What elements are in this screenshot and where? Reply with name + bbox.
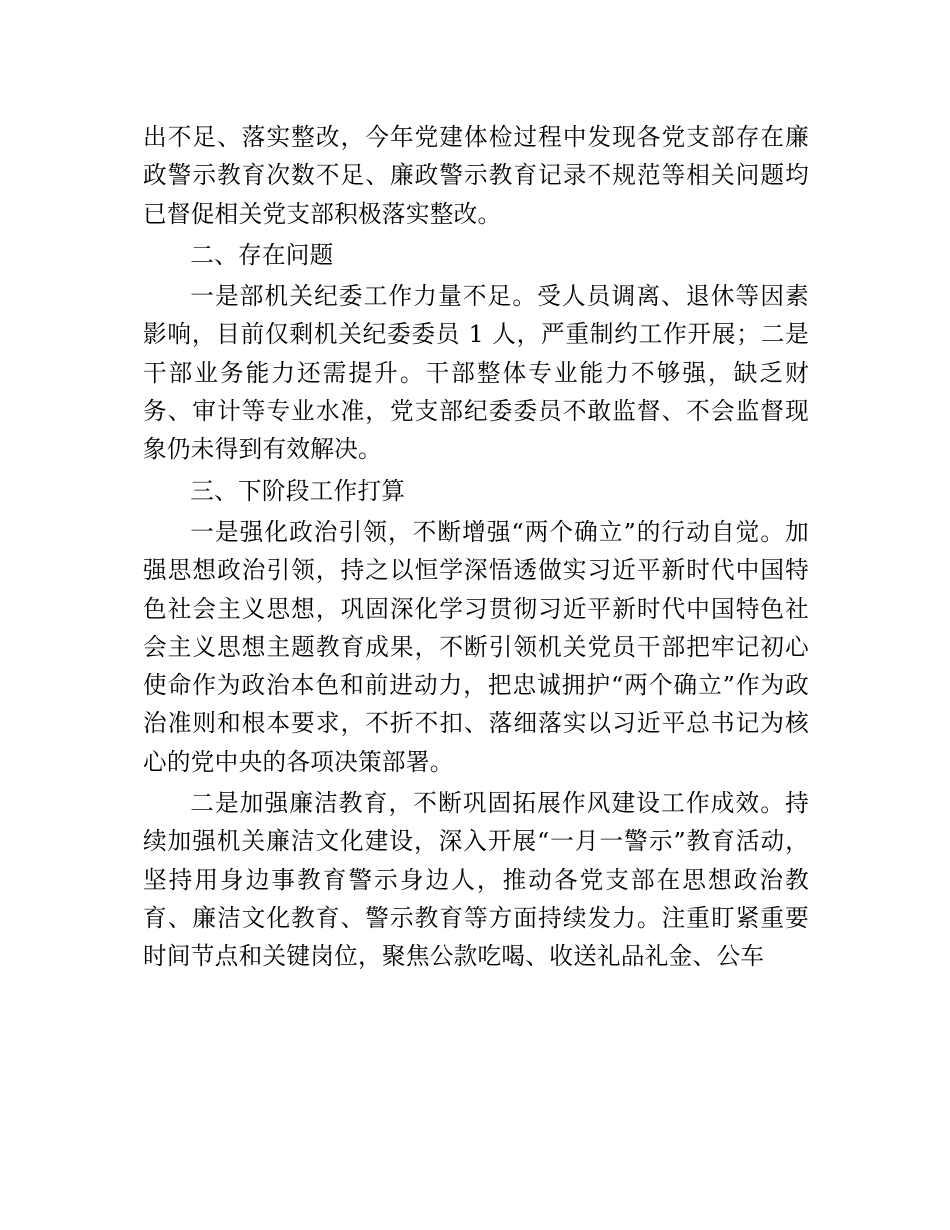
paragraph-political-guidance: 一是强化政治引领，不断增强“两个确立”的行动自觉。加强思想政治引领，持之以恒学深悟透做实习近平新时代中国特色社会主义思想，巩固深化学习贯彻习近平新时代中国特色社会主义思想主题教育成果，不断引领机关党员干部把牢记初心使命作为政治本色和前进动力，把忠诚拥护“两个确立”作为政治准则和根本要求，不折不扣、落细落实以习近平总书记为核心的党中央的各项决策部署。 [143, 517, 809, 776]
section-heading-problems: 二、存在问题 [190, 240, 334, 269]
document-body [143, 118, 809, 976]
paragraph-continuation: 出不足、落实整改，今年党建体检过程中发现各党支部存在廉政警示教育次数不足、廉政警示教育记录不规范等相关问题均已督促相关党支部积极落实整改。 [143, 123, 809, 228]
paragraph-problems: 一是部机关纪委工作力量不足。受人员调离、退休等因素影响，目前仅剩机关纪委委员 1 人，严重制约工作开展；二是干部业务能力还需提升。干部整体专业能力不够强，缺乏财务、审计等专业水准，党支部纪委委员不敢监督、不会监督现象仍未得到有效解决。 [143, 282, 809, 464]
paragraph-integrity-education: 二是加强廉洁教育，不断巩固拓展作风建设工作成效。持续加强机关廉洁文化建设，深入开展“一月一警示”教育活动，坚持用身边事教育警示身边人，推动各党支部在思想政治教育、廉洁文化教育、警示教育等方面持续发力。注重盯紧重要时间节点和关键岗位，聚焦公款吃喝、收送礼品礼金、公车 [143, 789, 809, 971]
section-heading-next-plan: 三、下阶段工作打算 [190, 476, 406, 505]
